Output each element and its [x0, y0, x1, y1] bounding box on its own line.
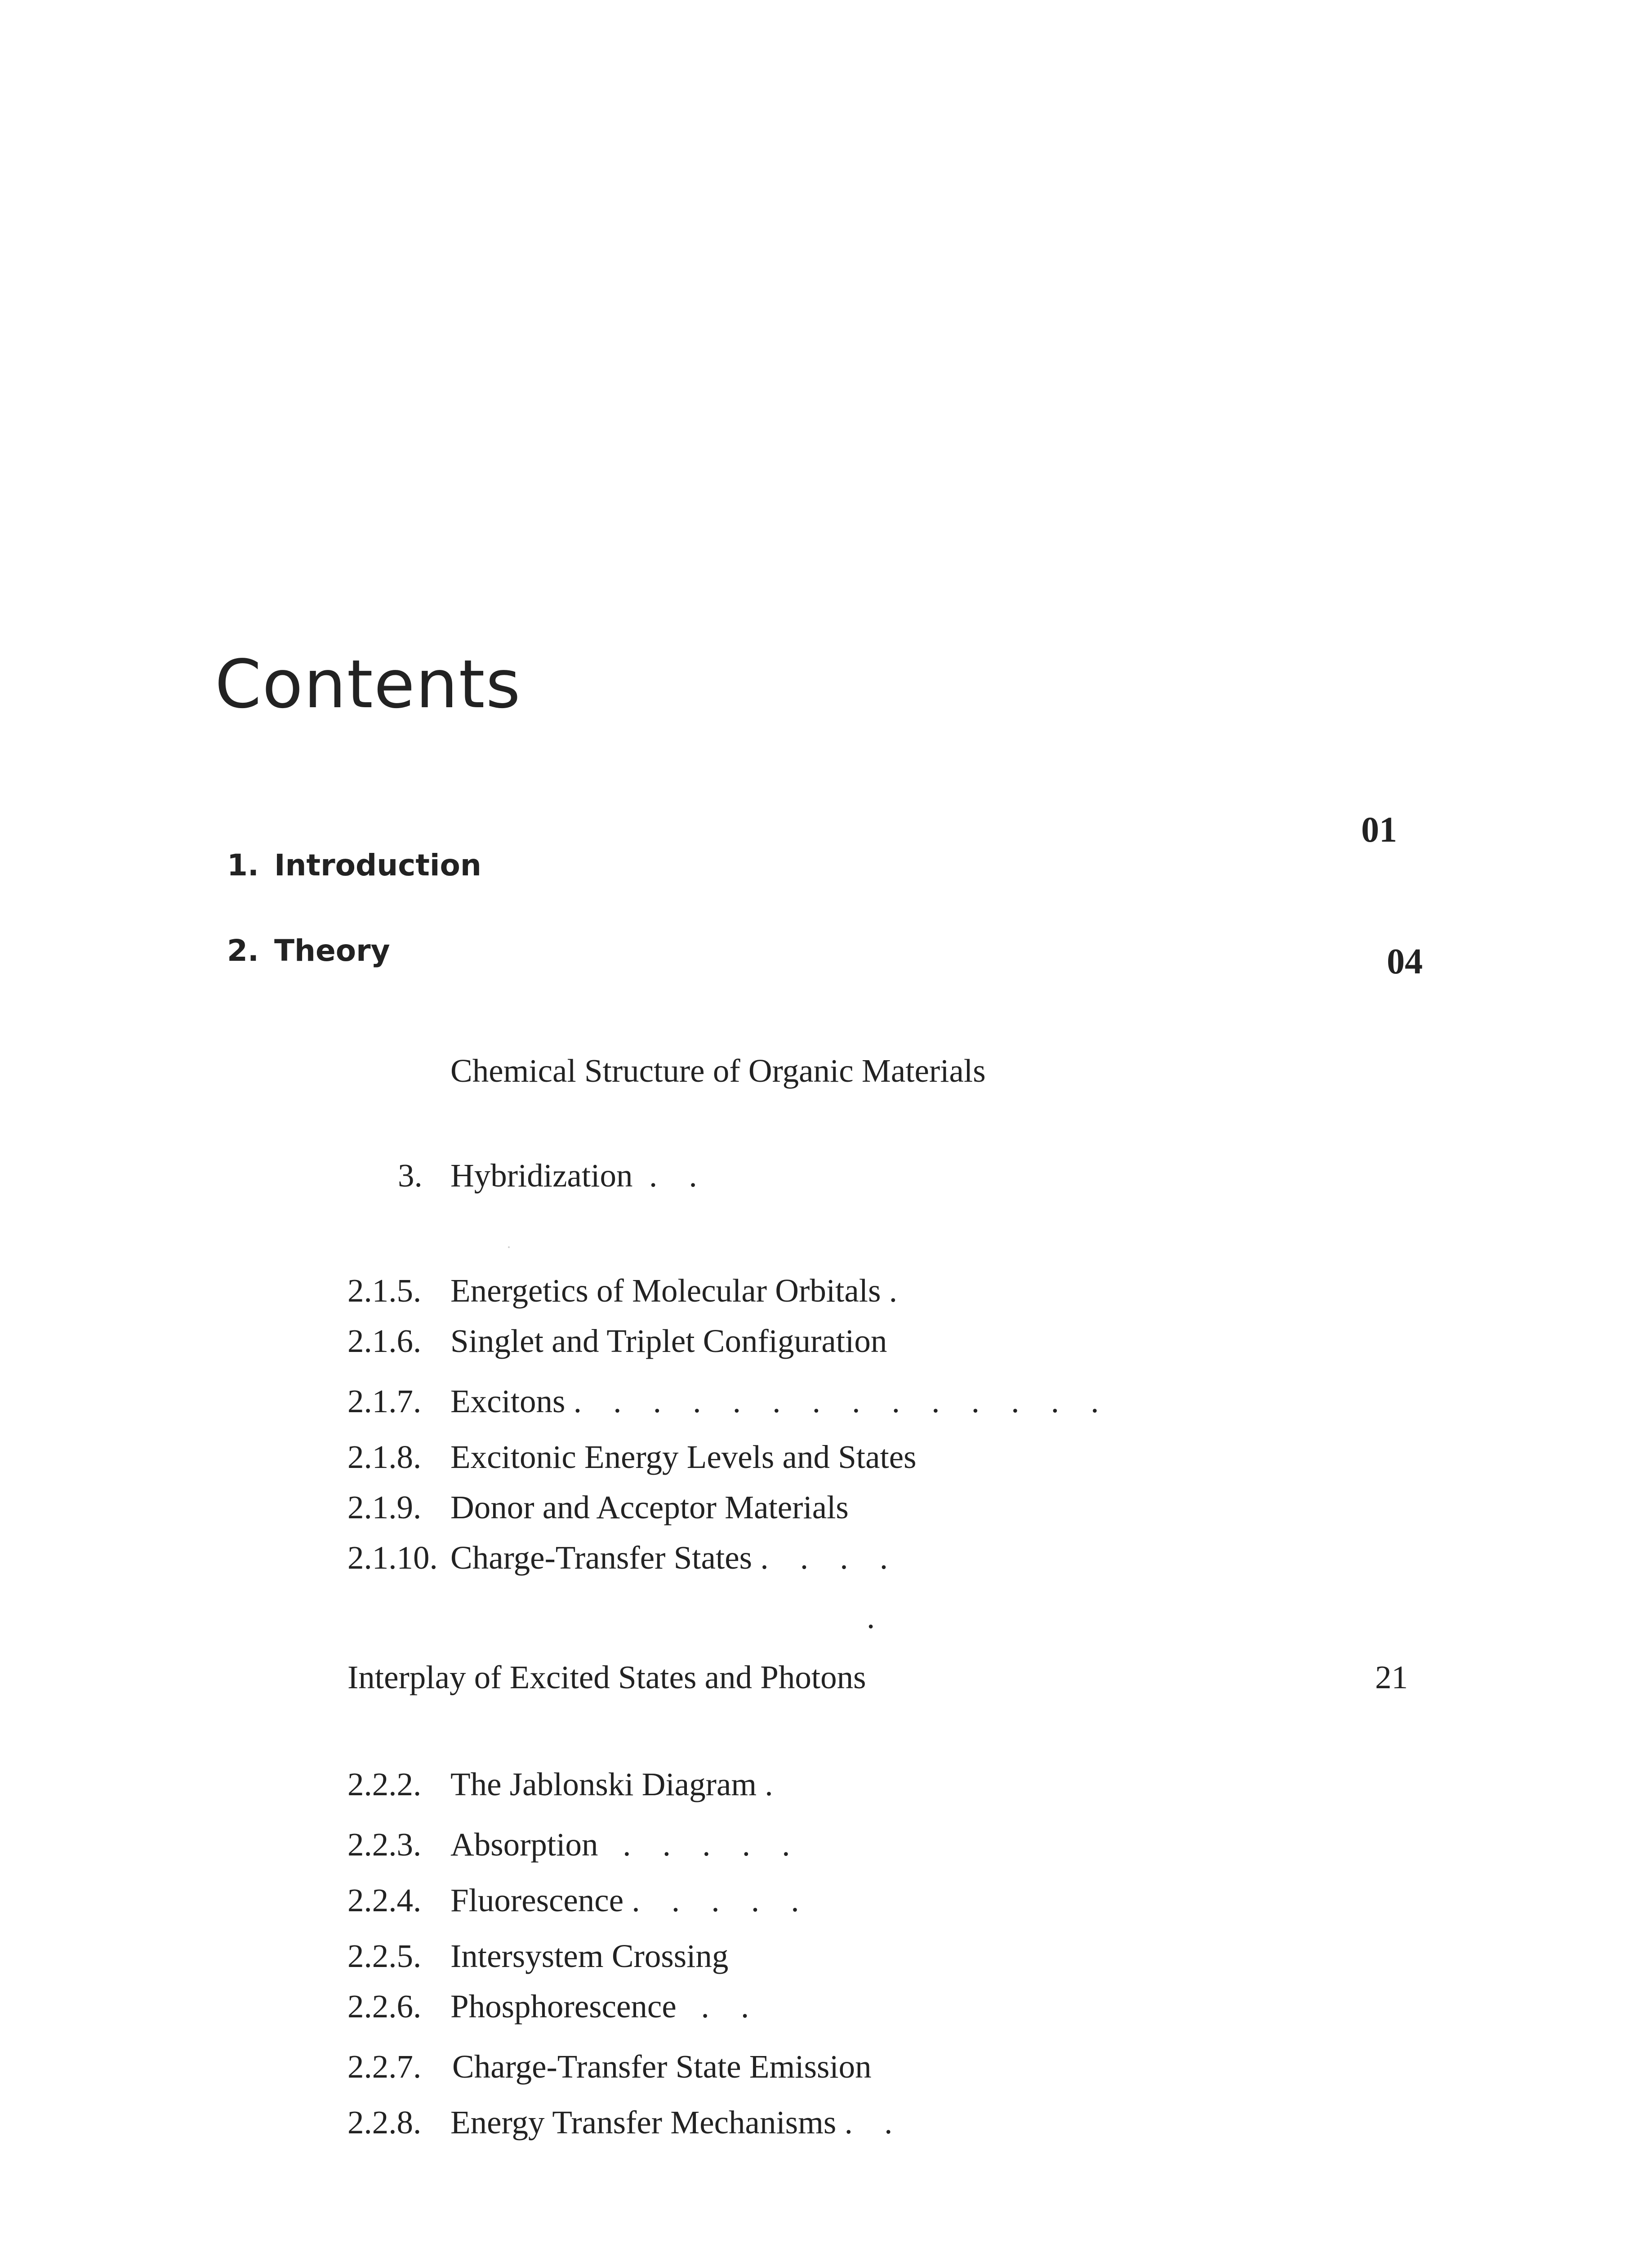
toc-chapter-theory[interactable] — [227, 933, 390, 968]
leader-dots: . . . . . . . . . . . . . . — [573, 1383, 1111, 1419]
toc-entry-number: 2.2.4. — [347, 1882, 422, 1918]
leader-dots: . — [889, 1272, 909, 1309]
leader-dots: . . — [701, 1988, 761, 2025]
leader-dots: . . — [649, 1157, 709, 1194]
toc-entry-label: Charge-Transfer States — [450, 1539, 753, 1576]
page-title: Contents — [215, 646, 521, 723]
toc-entry-label: Phosphorescence — [450, 1988, 677, 2025]
toc-chapter-introduction[interactable] — [227, 848, 481, 883]
toc-entry-phosphorescence[interactable] — [450, 1990, 761, 2023]
leader-dots: . . . . — [760, 1539, 900, 1576]
toc-entry-intersystem-crossing[interactable] — [450, 1940, 728, 1972]
toc-entry-label: Donor and Acceptor Materials — [450, 1489, 849, 1525]
leader-dots: . . . . . — [632, 1882, 811, 1918]
section-heading-chemical-structure[interactable]: Chemical Structure of Organic Materials — [450, 1053, 986, 1089]
chapter-page-number: 04 — [1387, 942, 1423, 981]
toc-entry-fluorescence[interactable] — [450, 1884, 811, 1917]
toc-entry-energetics[interactable] — [450, 1274, 909, 1307]
chapter-label: Introduction — [274, 848, 481, 883]
toc-entry-number: 2.2.6. — [347, 1988, 422, 2025]
toc-entry-label: Excitons — [450, 1383, 566, 1419]
toc-entry-number: 2.2.8. — [347, 2104, 422, 2141]
faint-mark — [508, 1246, 510, 1248]
toc-entry-label: Fluorescence — [450, 1882, 624, 1918]
toc-entry-label: Charge-Transfer State Emission — [452, 2048, 872, 2085]
toc-entry-label: Hybridization — [450, 1157, 633, 1194]
toc-entry-label: Intersystem Crossing — [450, 1938, 729, 1974]
toc-entry-label: Absorption — [450, 1826, 598, 1863]
toc-entry-number: 2.1.5. — [347, 1272, 422, 1309]
toc-entry-number: 2.1.7. — [347, 1383, 422, 1419]
toc-entry-excitonic-levels[interactable] — [450, 1441, 917, 1473]
toc-entry-excitons[interactable] — [450, 1385, 1110, 1418]
leader-dots: . — [765, 1766, 785, 1802]
chapter-number: 1. — [227, 848, 259, 883]
toc-entry-label: The Jablonski Diagram — [450, 1766, 757, 1802]
toc-entry-label: Energetics of Molecular Orbitals — [450, 1272, 881, 1309]
toc-entry-singlet-triplet[interactable] — [450, 1325, 887, 1357]
chapter-number: 2. — [227, 933, 259, 968]
toc-entry-donor-acceptor[interactable] — [450, 1491, 849, 1524]
toc-entry-ct-emission[interactable] — [452, 2050, 872, 2083]
toc-entry-number: 2.1.6. — [347, 1323, 422, 1359]
toc-entry-absorption[interactable] — [450, 1828, 802, 1861]
leader-dots: . . . . . — [623, 1826, 802, 1863]
toc-entry-number: 2.2.7. — [347, 2048, 422, 2085]
toc-entry-number: 2.2.3. — [347, 1826, 422, 1863]
chapter-label: Theory — [274, 933, 390, 968]
stray-dot: . — [867, 1599, 875, 1635]
toc-entry-charge-transfer-states[interactable] — [450, 1541, 899, 1574]
leader-dots: . . — [844, 2104, 904, 2141]
toc-entry-label: Singlet and Triplet Configuration — [450, 1323, 887, 1359]
section-page-number: 21 — [1375, 1659, 1408, 1695]
toc-entry-label: Excitonic Energy Levels and States — [450, 1439, 917, 1475]
toc-entry-energy-transfer[interactable] — [450, 2106, 904, 2139]
toc-entry-number: 2.1.9. — [347, 1489, 422, 1525]
section-heading-interplay[interactable]: Interplay of Excited States and Photons — [347, 1659, 866, 1695]
chapter-page-number: 01 — [1361, 810, 1397, 850]
toc-entry-hybridization[interactable] — [450, 1159, 709, 1192]
toc-entry-number: 2.2.5. — [347, 1938, 422, 1974]
toc-entry-number: 2.1.10. — [347, 1539, 438, 1576]
toc-entry-number: 2.1.8. — [347, 1439, 422, 1475]
toc-entry-number: 3. — [398, 1157, 423, 1194]
toc-entry-jablonski[interactable] — [450, 1768, 785, 1801]
toc-entry-label: Energy Transfer Mechanisms — [450, 2104, 837, 2141]
toc-entry-number: 2.2.2. — [347, 1766, 422, 1802]
